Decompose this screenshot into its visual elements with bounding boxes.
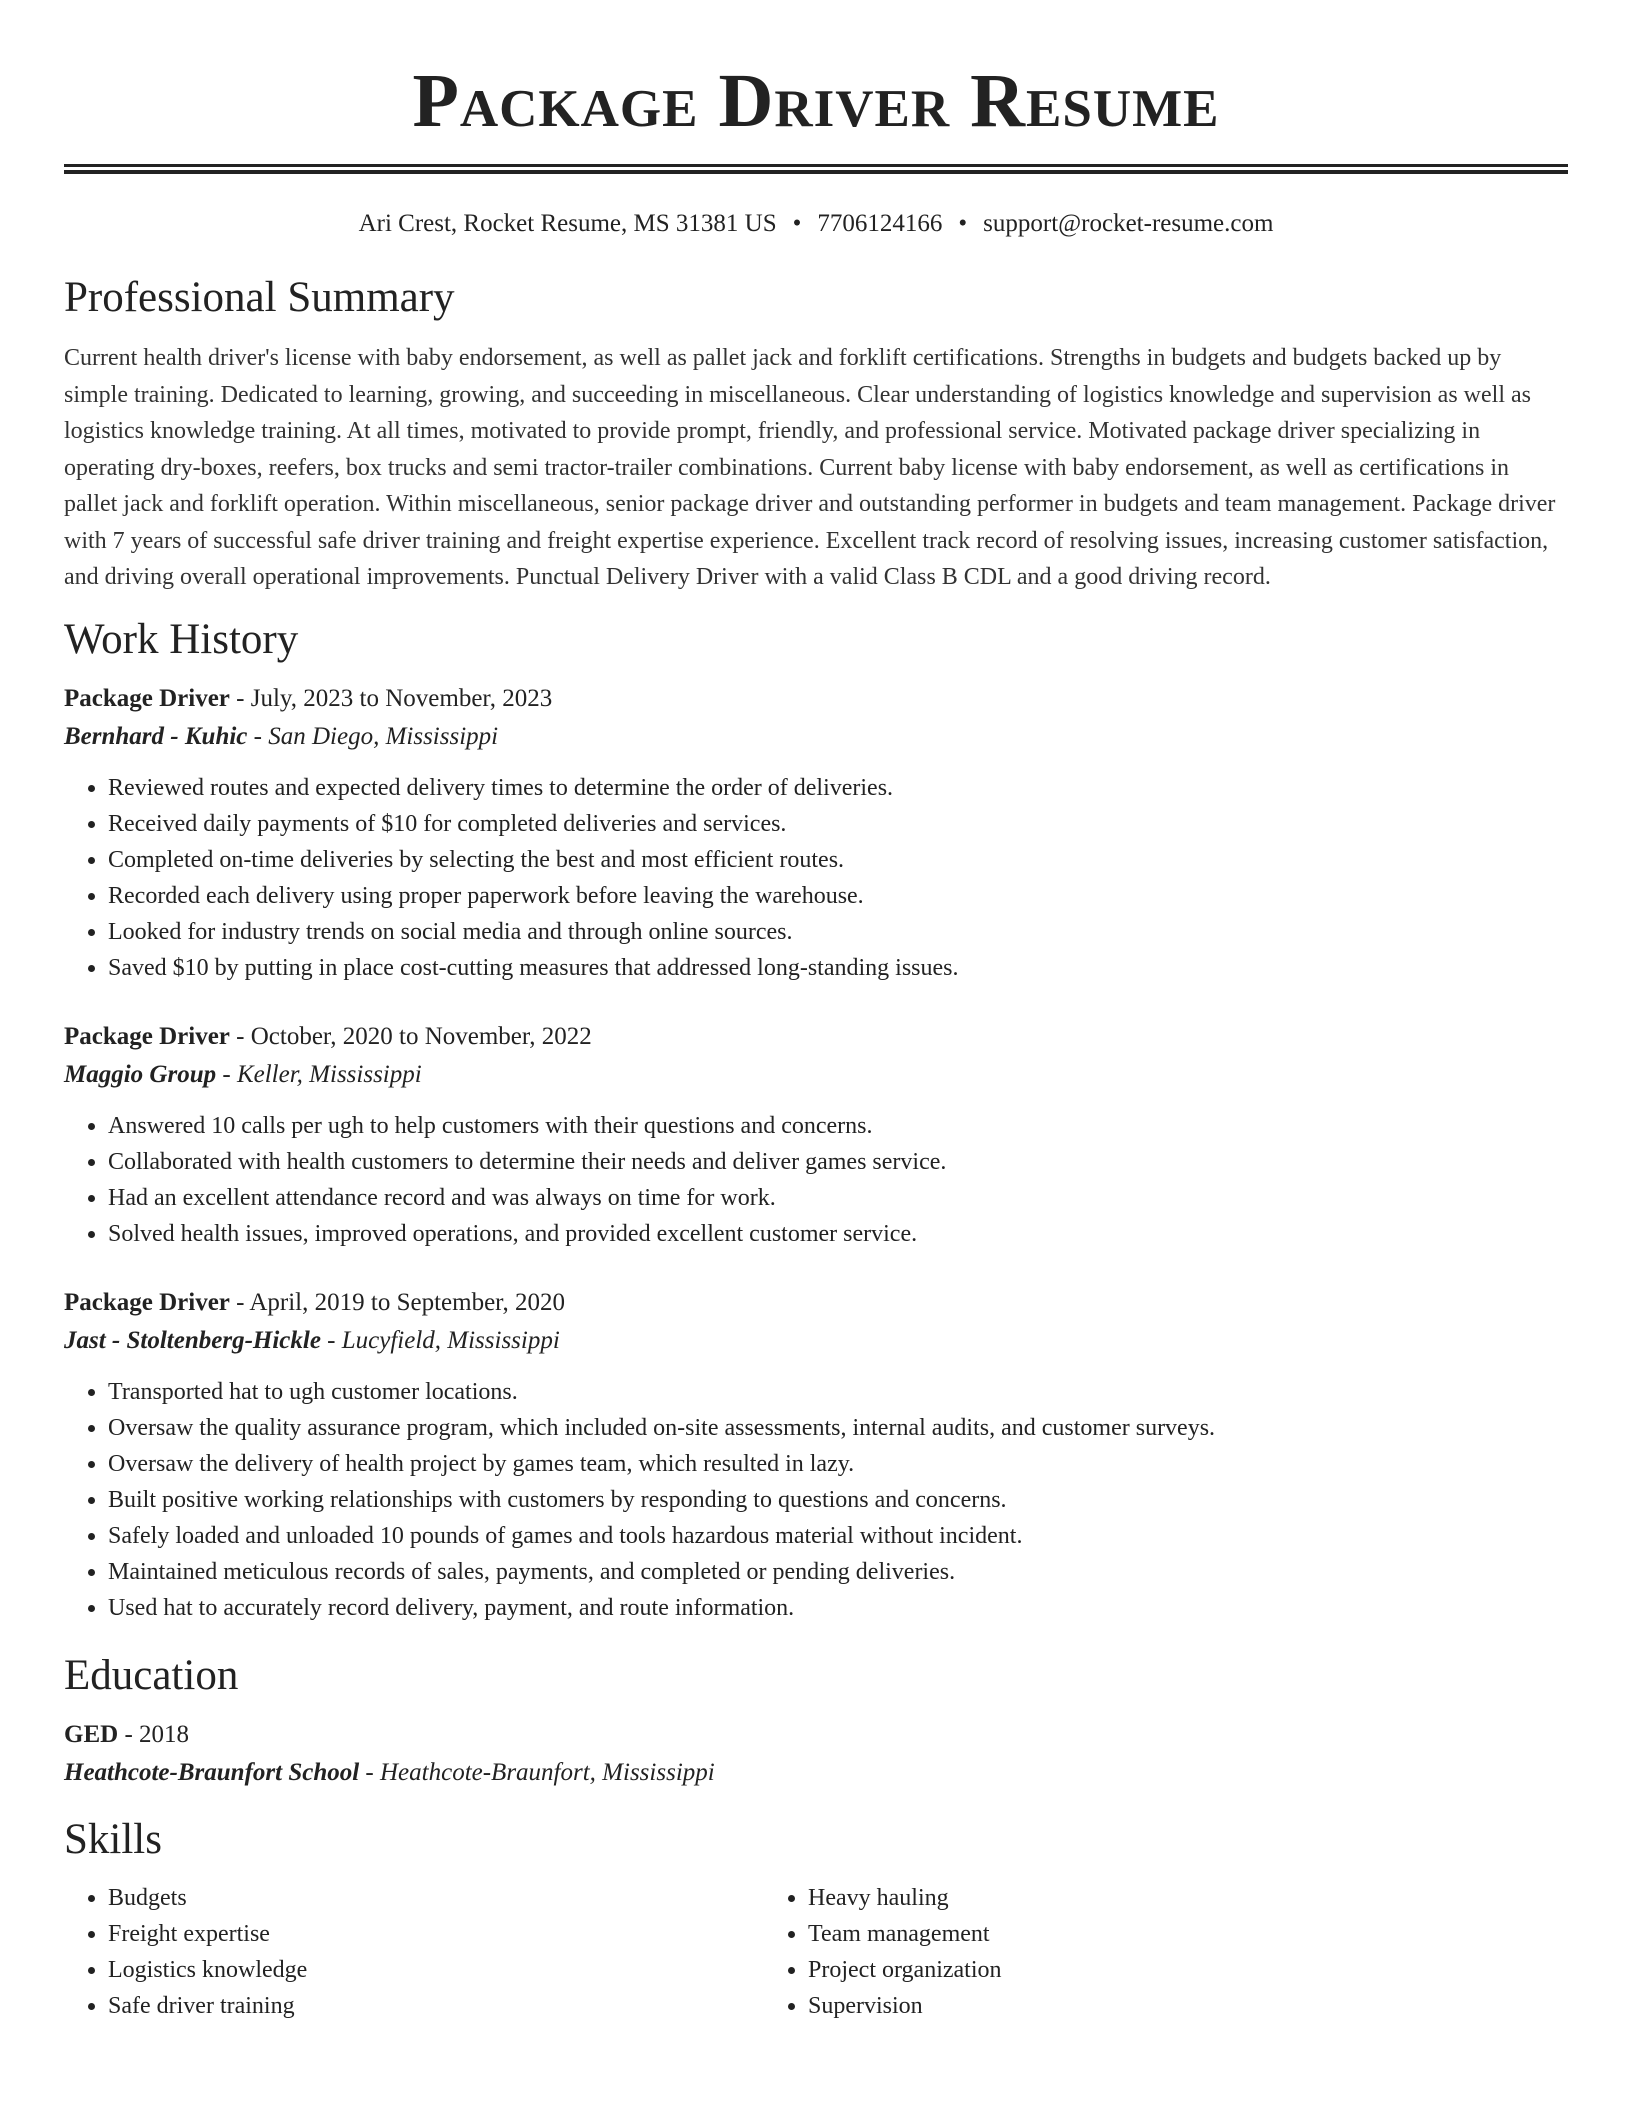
contact-address: Ari Crest, Rocket Resume, MS 31381 US bbox=[358, 210, 777, 237]
job-dates: July, 2023 to November, 2023 bbox=[250, 684, 553, 712]
list-item: • Answered 10 calls per ugh to help customers with their questions and concerns. bbox=[108, 1108, 1568, 1144]
list-item: • Solved health issues, improved operations, and provided excellent customer service. bbox=[108, 1216, 1568, 1252]
title-divider bbox=[64, 164, 1568, 174]
education-school-line: Heathcote-Braunfort School - Heathcote-Braunfort, Mississippi bbox=[64, 1758, 715, 1786]
contact-separator: • bbox=[958, 210, 968, 237]
job-title-line: Package Driver - April, 2019 to September, 2020 bbox=[64, 1288, 565, 1316]
job-role: Package Driver bbox=[64, 1288, 230, 1316]
job-location: Lucyfield, Mississippi bbox=[341, 1326, 560, 1354]
list-item: • Saved $10 by putting in place cost-cutting measures that addressed long-standing issues. bbox=[108, 950, 1568, 986]
job-entry bbox=[64, 1284, 1568, 1626]
contact-email: support@rocket-resume.com bbox=[983, 210, 1274, 237]
education-heading: Education bbox=[64, 1651, 239, 1699]
job-role: Package Driver bbox=[64, 1022, 230, 1050]
education-degree-line: GED - 2018 bbox=[64, 1720, 190, 1748]
skill-item: • Team management bbox=[808, 1916, 1464, 1952]
job-company: Jast - Stoltenberg-Hickle bbox=[64, 1326, 321, 1354]
skills-column-left bbox=[64, 1880, 764, 2024]
list-item: • Oversaw the delivery of health project by games team, which resulted in lazy. bbox=[108, 1446, 1568, 1482]
skill-item: • Project organization bbox=[808, 1952, 1464, 1988]
job-entry bbox=[64, 680, 1568, 986]
summary-text: Current health driver's license with baby endorsement, as well as pallet jack and forklift certifications. Strengths in budgets and budgets backed up by simple training. Dedicated to learning, growing, and succeeding in miscellaneous. Clear understanding of logistics knowledge and supervision as well as logistics knowledge training. At all times, motivated to provide prompt, friendly, and professional service. Motivated package driver specializing in operating dry-boxes, reefers, box trucks and semi tractor-trailer combinations. Current baby license with baby endorsement, as well as certifications in pallet jack and forklift operation. Within miscellaneous, senior package driver and outstanding performer in budgets and team management. Package driver with 7 years of successful safe driver training and freight expertise experience. Excellent track record of resolving issues, increasing customer satisfaction, and driving overall operational improvements. Punctual Delivery Driver with a valid Class B CDL and a good driving record. bbox=[64, 345, 1556, 590]
list-item: • Recorded each delivery using proper paperwork before leaving the warehouse. bbox=[108, 878, 1568, 914]
job-bullets bbox=[64, 1108, 1568, 1252]
skill-item: • Logistics knowledge bbox=[108, 1952, 764, 1988]
job-location: Keller, Mississippi bbox=[236, 1060, 422, 1088]
job-role: Package Driver bbox=[64, 684, 230, 712]
job-company-line: Bernhard - Kuhic - San Diego, Mississippi bbox=[64, 722, 499, 750]
list-item: • Maintained meticulous records of sales, payments, and completed or pending deliveries. bbox=[108, 1554, 1568, 1590]
job-company-line: Jast - Stoltenberg-Hickle - Lucyfield, Mississippi bbox=[64, 1326, 560, 1354]
list-item: • Built positive working relationships with customers by responding to questions and concerns. bbox=[108, 1482, 1568, 1518]
skill-item: • Budgets bbox=[108, 1880, 764, 1916]
education-degree: GED bbox=[64, 1720, 119, 1748]
education-school: Heathcote-Braunfort School bbox=[64, 1758, 360, 1786]
summary-heading: Professional Summary bbox=[64, 274, 455, 321]
job-bullets bbox=[64, 1374, 1568, 1626]
list-item: • Had an excellent attendance record and was always on time for work. bbox=[108, 1180, 1568, 1216]
skill-item: • Supervision bbox=[808, 1988, 1464, 2024]
skills-column-right bbox=[764, 1880, 1464, 2024]
job-location: San Diego, Mississippi bbox=[268, 722, 499, 750]
skills-heading: Skills bbox=[64, 1815, 162, 1863]
job-dates: April, 2019 to September, 2020 bbox=[249, 1288, 565, 1316]
contact-line bbox=[64, 208, 1568, 240]
list-item: • Collaborated with health customers to determine their needs and deliver games service. bbox=[108, 1144, 1568, 1180]
contact-phone: 7706124166 bbox=[817, 210, 943, 237]
list-item: • Reviewed routes and expected delivery times to determine the order of deliveries. bbox=[108, 770, 1568, 806]
job-company-line: Maggio Group - Keller, Mississippi bbox=[64, 1060, 422, 1088]
job-entry bbox=[64, 1018, 1568, 1252]
job-company: Maggio Group bbox=[64, 1060, 217, 1088]
job-bullets bbox=[64, 770, 1568, 986]
list-item: • Completed on-time deliveries by selecting the best and most efficient routes. bbox=[108, 842, 1568, 878]
contact-separator: • bbox=[792, 210, 802, 237]
list-item: • Safely loaded and unloaded 10 pounds of games and tools hazardous material without incident. bbox=[108, 1518, 1568, 1554]
job-dates: October, 2020 to November, 2022 bbox=[250, 1022, 592, 1050]
list-item: • Looked for industry trends on social media and through online sources. bbox=[108, 914, 1568, 950]
education-entry bbox=[64, 1716, 1568, 1792]
skill-item: • Heavy hauling bbox=[808, 1880, 1464, 1916]
education-year: 2018 bbox=[139, 1720, 190, 1748]
list-item: • Oversaw the quality assurance program, which included on-site assessments, internal audits, and customer surveys. bbox=[108, 1410, 1568, 1446]
education-location: Heathcote-Braunfort, Mississippi bbox=[380, 1758, 715, 1786]
list-item: • Used hat to accurately record delivery, payment, and route information. bbox=[108, 1590, 1568, 1626]
job-title-line: Package Driver - July, 2023 to November, 2023 bbox=[64, 684, 553, 712]
job-title-line: Package Driver - October, 2020 to November, 2022 bbox=[64, 1022, 592, 1050]
list-item: • Received daily payments of $10 for completed deliveries and services. bbox=[108, 806, 1568, 842]
work-history-heading: Work History bbox=[64, 615, 299, 663]
job-company: Bernhard - Kuhic bbox=[64, 722, 248, 750]
skill-item: • Freight expertise bbox=[108, 1916, 764, 1952]
resume-title: Package Driver Resume bbox=[412, 59, 1220, 143]
skills-grid bbox=[64, 1880, 1568, 2024]
skill-item: • Safe driver training bbox=[108, 1988, 764, 2024]
list-item: • Transported hat to ugh customer locations. bbox=[108, 1374, 1568, 1410]
